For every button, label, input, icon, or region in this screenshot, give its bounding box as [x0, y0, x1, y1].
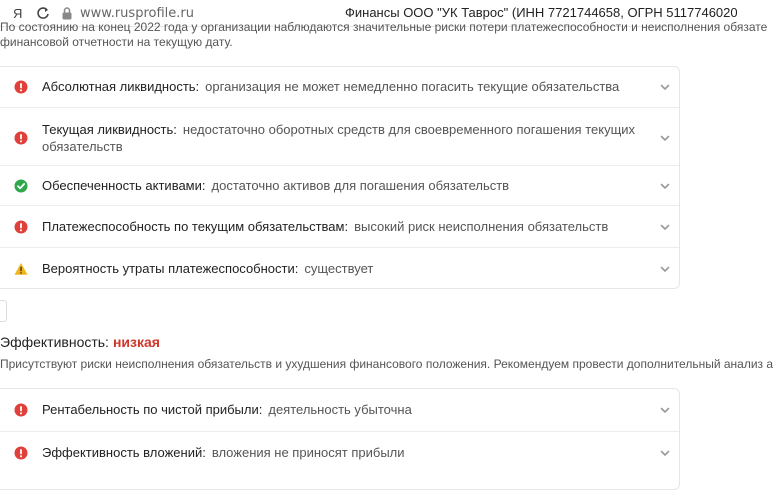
lock-icon[interactable] [60, 6, 74, 20]
list-item[interactable] [0, 107, 679, 166]
chevron-down-icon[interactable] [659, 131, 671, 143]
liquidity-list [0, 66, 680, 289]
chevron-down-icon[interactable] [659, 179, 671, 191]
alert-circle-icon [14, 220, 28, 234]
item-text [42, 260, 639, 277]
item-value: деятельность убыточна [268, 402, 412, 417]
intro-text [0, 20, 768, 50]
efficiency-label: Эффективность: [0, 334, 109, 350]
chevron-down-icon[interactable] [659, 403, 671, 415]
item-label: Абсолютная ликвидность: [42, 79, 200, 94]
chevron-down-icon[interactable] [659, 80, 671, 92]
efficiency-list [0, 388, 680, 490]
efficiency-description: Присутствуют риски неисполнения обязательств и ухудшения финансового положения. Рекомендуем провести дополнительный анализ а [0, 357, 773, 371]
item-value: существует [304, 261, 374, 276]
chevron-down-icon[interactable] [659, 446, 671, 458]
item-text [42, 444, 639, 461]
item-value: недостаточно оборотных средств для своевременного погашения текущих обязательств [42, 122, 636, 154]
list-item[interactable] [0, 67, 679, 107]
item-text [42, 177, 639, 194]
item-label: Текущая ликвидность: [42, 122, 177, 137]
item-label: Платежеспособность по текущим обязательствам: [42, 219, 349, 234]
alert-circle-icon [14, 446, 28, 460]
item-label: Обеспеченность активами: [42, 178, 206, 193]
item-label: Рентабельность по чистой прибыли: [42, 402, 263, 417]
svg-text:Я: Я [13, 6, 23, 21]
intro-line-2: финансовой отчетности на текущую дату. [0, 35, 233, 49]
item-value: высокий риск неисполнения обязательств [354, 219, 609, 234]
item-label: Вероятность утраты платежеспособности: [42, 261, 299, 276]
item-text [42, 121, 639, 155]
list-item[interactable] [0, 431, 679, 474]
warning-triangle-icon [14, 262, 28, 276]
item-value: вложения не приносят прибыли [211, 445, 405, 460]
list-item[interactable] [0, 165, 679, 206]
item-value: организация не может немедленно погасить текущие обязательства [205, 79, 620, 94]
list-item[interactable] [0, 205, 679, 248]
chevron-down-icon[interactable] [659, 262, 671, 274]
address-bar-url[interactable]: www.rusprofile.ru [80, 5, 194, 21]
alert-circle-icon [14, 80, 28, 94]
alert-circle-icon [14, 131, 28, 145]
intro-line-1: По состоянию на конец 2022 года у организации наблюдаются значительные риски потери платежеспособности и неисполнения обязате [0, 20, 768, 34]
item-label: Эффективность вложений: [42, 445, 206, 460]
check-circle-icon [14, 179, 28, 193]
item-value: достаточно активов для погашения обязательств [211, 178, 510, 193]
efficiency-heading [0, 334, 160, 350]
collapsed-panel-edge [0, 300, 7, 322]
list-item[interactable] [0, 389, 679, 431]
list-item[interactable] [0, 247, 679, 289]
item-text [42, 78, 639, 95]
chevron-down-icon[interactable] [659, 220, 671, 232]
item-text [42, 401, 639, 418]
page-tab-title: Финансы ООО "УК Таврос" (ИНН 7721744658, ОГРН 5117746020 [345, 5, 738, 20]
item-text [42, 218, 639, 235]
efficiency-rating: низкая [112, 334, 160, 350]
alert-circle-icon [14, 403, 28, 417]
